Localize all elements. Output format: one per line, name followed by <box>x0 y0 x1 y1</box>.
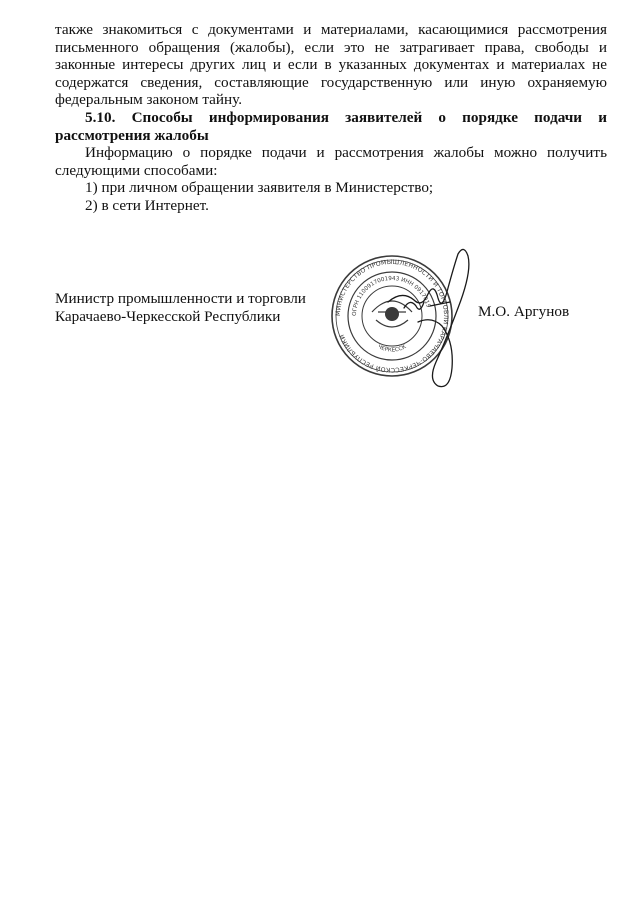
section-heading: 5.10. Способы информирования заявителей о порядке подачи и рассмотрения жалобы <box>55 108 607 144</box>
list-item: 1) при личном обращении заявителя в Министерство; <box>85 179 434 197</box>
signer-name: М.О. Аргунов <box>478 303 570 320</box>
paragraph-continuation: также знакомиться с документами и материалами, касающимися рассмотрения письменного обращения (жалобы), если это не затрагивает права, свободы и законные интересы других лиц и если в указанных документах и материалах не содержатся сведения, составляющие государственную или иную охраняемую федеральным законом тайну. <box>55 21 607 109</box>
signer-position-line: Министр промышленности и торговли <box>55 290 306 307</box>
official-seal-with-signature <box>318 242 488 390</box>
seal-outer-text: МИНИСТЕРСТВО ПРОМЫШЛЕННОСТИ И ТОРГОВЛИ КАРАЧАЕВО-ЧЕРКЕССКОЙ РЕСПУБЛИКИ <box>334 258 450 374</box>
document-body <box>55 21 607 215</box>
paragraph-info: Информацию о порядке подачи и рассмотрения жалобы можно получить следующими способами: <box>55 144 607 179</box>
list-item: 2) в сети Интернет. <box>85 196 209 214</box>
seal-city-text: ЧЕРКЕССК <box>376 344 408 354</box>
seal-inner-text: ОГРН 1100917001943 ИНН 0917019 <box>351 275 431 317</box>
signer-position-line: Карачаево-Черкесской Республики <box>55 308 281 325</box>
signer-position <box>55 290 306 326</box>
